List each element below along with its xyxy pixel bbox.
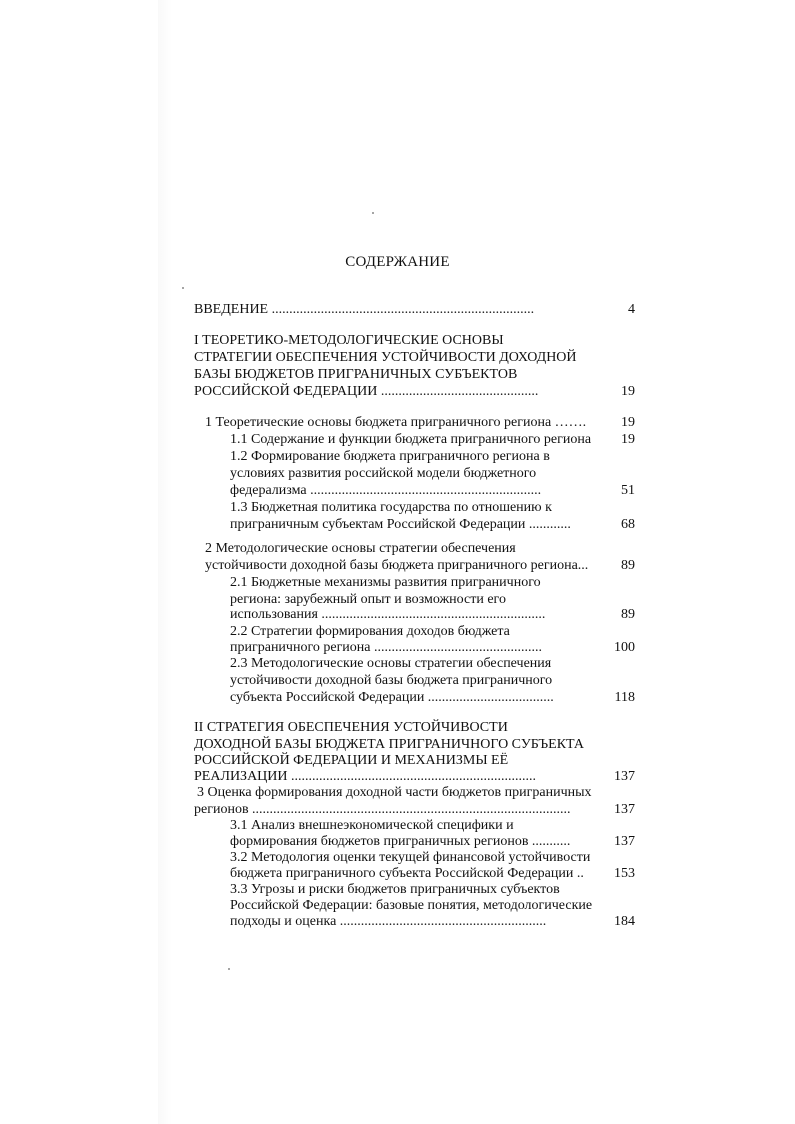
toc-page-number: 4 — [628, 302, 635, 317]
toc-entry-text: бюджета приграничного субъекта Российской Федерации .. — [230, 866, 584, 881]
toc-entry-text: формирования бюджетов приграничных регионов ........... — [230, 834, 571, 849]
toc-entry-text: условиях развития российской модели бюджетного — [230, 466, 537, 481]
toc-page-number: 19 — [621, 415, 635, 430]
toc-entry-text: РОССИЙСКОЙ ФЕДЕРАЦИИ ............................................. — [194, 384, 539, 399]
toc-entry-text: СТРАТЕГИИ ОБЕСПЕЧЕНИЯ УСТОЙЧИВОСТИ ДОХОДНОЙ — [194, 350, 577, 365]
toc-entry-text: 3.1 Анализ внешнеэкономической специфики и — [230, 818, 514, 833]
toc-entry-text: II СТРАТЕГИЯ ОБЕСПЕЧЕНИЯ УСТОЙЧИВОСТИ — [194, 720, 508, 735]
toc-entry-text: I ТЕОРЕТИКО-МЕТОДОЛОГИЧЕСКИЕ ОСНОВЫ — [194, 333, 504, 348]
toc-page-number: 68 — [621, 517, 635, 532]
toc-entry-text: регионов ........................................................................................... — [194, 802, 571, 817]
toc-entry-text: использования ................................................................ — [230, 607, 546, 622]
toc-page-number: 89 — [621, 558, 635, 573]
toc-entry-text: подходы и оценка ........................................................... — [230, 914, 547, 929]
toc-entry-text: 2.1 Бюджетные механизмы развития приграничного — [230, 575, 541, 590]
toc-entry-text: ДОХОДНОЙ БАЗЫ БЮДЖЕТА ПРИГРАНИЧНОГО СУБЪЕКТА — [194, 737, 584, 752]
toc-page-number: 89 — [621, 607, 635, 622]
page-title: СОДЕРЖАНИЕ — [345, 254, 450, 270]
toc-entry-text: 1.2 Формирование бюджета приграничного региона в — [230, 449, 550, 464]
toc-page-number: 118 — [614, 690, 635, 705]
toc-entry-text: региона: зарубежный опыт и возможности его — [230, 592, 506, 607]
toc-entry-text: 2.3 Методологические основы стратегии обеспечения — [230, 656, 552, 671]
toc-entry-text: 3.2 Методология оценки текущей финансовой устойчивости — [230, 850, 591, 865]
toc-page-number: 137 — [614, 802, 635, 817]
toc-entry-text: приграничного региона ................................................ — [230, 640, 543, 655]
toc-entry-text: ВВЕДЕНИЕ ........................................................................... — [194, 302, 535, 317]
toc-entry-text: РЕАЛИЗАЦИИ ...................................................................... — [194, 769, 537, 784]
toc-entry-text: 1.3 Бюджетная политика государства по отношению к — [230, 500, 552, 515]
toc-entry-text: устойчивости доходной базы бюджета приграничного — [230, 673, 553, 688]
toc-entry-text: Российской Федерации: базовые понятия, методологические — [230, 898, 593, 913]
toc-entry-text: БАЗЫ БЮДЖЕТОВ ПРИГРАНИЧНЫХ СУБЪЕКТОВ — [194, 367, 518, 382]
toc-entry-text: устойчивости доходной базы бюджета приграничного региона... — [205, 558, 589, 573]
toc-entry-text: 3.3 Угрозы и риски бюджетов приграничных субъектов — [230, 882, 560, 897]
toc-page-number: 153 — [614, 866, 635, 881]
toc-entry-text: приграничным субъектам Российской Федерации ............ — [230, 517, 571, 532]
toc-entry-text: 3 Оценка формирования доходной части бюджетов приграничных — [197, 785, 592, 800]
toc-page-number: 184 — [614, 914, 635, 929]
toc-page-number: 19 — [621, 384, 635, 399]
toc-entry-text: федерализма .................................................................. — [230, 483, 542, 498]
toc-entry-text: 1.1 Содержание и функции бюджета приграничного региона — [230, 432, 592, 447]
toc-page-number: 19 — [621, 432, 635, 447]
toc-page-number: 51 — [621, 483, 635, 498]
toc-entry-text: субъекта Российской Федерации .................................... — [230, 690, 554, 705]
toc-entry-text: 2 Методологические основы стратегии обеспечения — [205, 541, 516, 556]
toc-entry-text: 1 Теоретические основы бюджета приграничного региона ……. — [205, 415, 587, 430]
toc-entry-text: 2.2 Стратегии формирования доходов бюджета — [230, 624, 510, 639]
toc-page-number: 100 — [614, 640, 635, 655]
toc-page-number: 137 — [614, 834, 635, 849]
toc-page-number: 137 — [614, 769, 635, 784]
toc-entry-text: РОССИЙСКОЙ ФЕДЕРАЦИИ И МЕХАНИЗМЫ ЕЁ — [194, 753, 509, 768]
